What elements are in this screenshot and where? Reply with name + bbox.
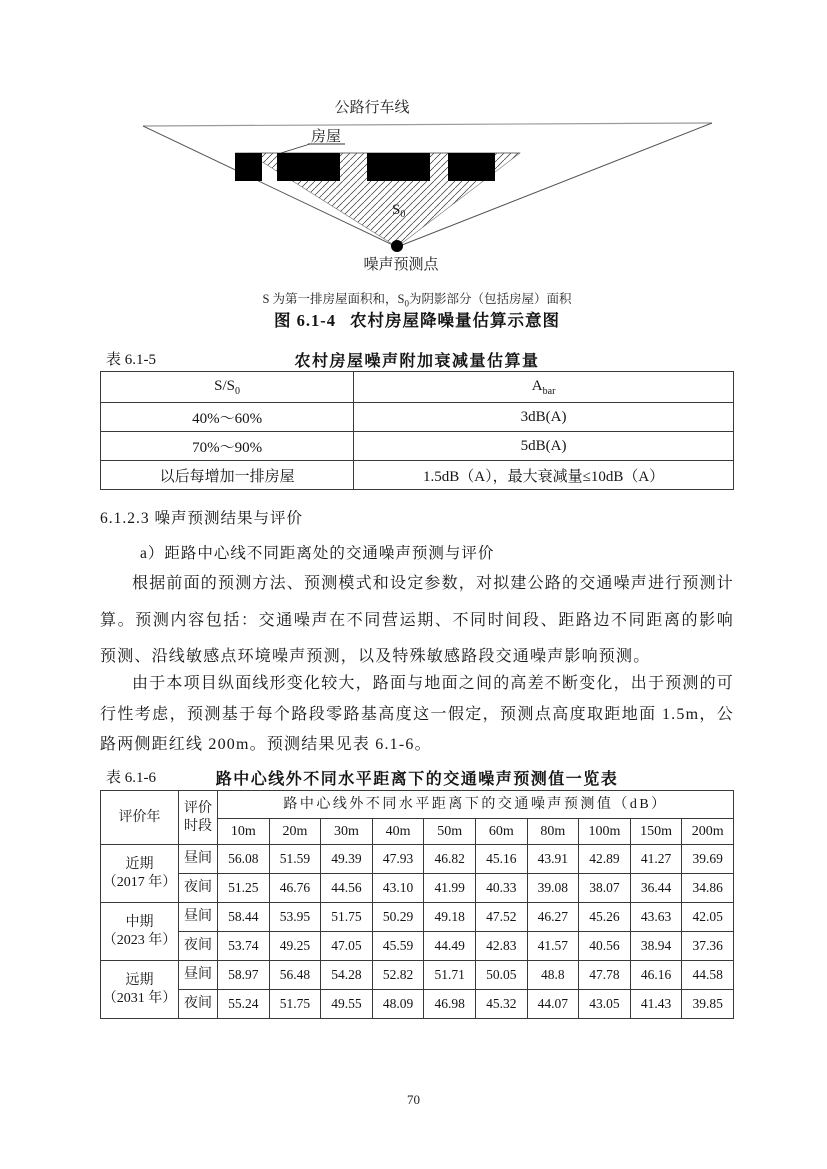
table-row — [101, 403, 734, 432]
value-cell: 51.75 — [269, 990, 321, 1019]
house-label-leader — [281, 144, 310, 153]
distance-header: 150m — [630, 819, 682, 845]
value-cell: 40.56 — [579, 932, 631, 961]
value-cell: 46.16 — [630, 961, 682, 990]
figure-caption-label: 图 6.1-4 — [274, 311, 336, 330]
ratio-cell: 70%～90% — [101, 432, 354, 461]
figure-caption-title: 农村房屋降噪量估算示意图 — [350, 311, 560, 330]
figure-note-text: S 为第一排房屋面积和，S — [262, 292, 405, 306]
value-cell: 39.85 — [682, 990, 734, 1019]
period-cell: 昼间 — [179, 845, 218, 874]
value-cell: 47.05 — [321, 932, 373, 961]
table-header-row — [101, 372, 734, 403]
value-cell: 42.89 — [579, 845, 631, 874]
distance-header: 20m — [269, 819, 321, 845]
value-cell: 42.83 — [475, 932, 527, 961]
value-cell: 41.43 — [630, 990, 682, 1019]
header-attenuation — [354, 372, 734, 403]
value-cell: 58.97 — [218, 961, 270, 990]
distance-header: 10m — [218, 819, 270, 845]
house-block — [235, 153, 262, 181]
year-paren-text: （2031 年） — [102, 990, 177, 1006]
house-label: 房屋 — [310, 129, 342, 145]
value-cell: 34.86 — [682, 874, 734, 903]
table-row — [101, 432, 734, 461]
value-cell: 43.91 — [527, 845, 579, 874]
value-cell: 53.95 — [269, 903, 321, 932]
s0-main: S — [392, 202, 401, 218]
distance-span-header: 路中心线外不同水平距离下的交通噪声预测值（dB） — [218, 791, 734, 819]
table-header-row — [101, 791, 734, 819]
year-column-header: 评价年 — [101, 791, 179, 845]
distance-header: 100m — [579, 819, 631, 845]
header-ratio-text: S/S — [214, 377, 236, 394]
value-cell: 49.39 — [321, 845, 373, 874]
attenuation-cell: 1.5dB（A），最大衰减量≤10dB（A） — [354, 461, 734, 490]
section-heading: 6.1.2.3 噪声预测结果与评价 — [100, 510, 304, 527]
period-column-header — [179, 791, 218, 845]
figure-caption — [100, 307, 734, 331]
ratio-cell: 以后每增加一排房屋 — [101, 461, 354, 490]
table-616-title-row — [100, 766, 734, 786]
distance-header: 30m — [321, 819, 373, 845]
paragraph-1: 根据前面的预测方法、预测模式和设定参数，对拟建公路的交通噪声进行预测计算。预测内容包括：交通噪声在不同营运期、不同时间段、距路边不同距离的影响预测、沿线敏感点环境噪声预测，以及特殊敏感路段交通噪声影响预测。 — [100, 575, 735, 665]
value-cell: 49.18 — [424, 903, 476, 932]
distance-header: 40m — [372, 819, 424, 845]
prediction-point-dot — [391, 240, 403, 252]
table-616 — [100, 790, 734, 1019]
table-616-title: 路中心线外不同水平距离下的交通噪声预测值一览表 — [215, 771, 619, 788]
value-cell: 46.82 — [424, 845, 476, 874]
value-cell: 51.59 — [269, 845, 321, 874]
value-cell: 43.63 — [630, 903, 682, 932]
house-block — [277, 153, 340, 181]
table-row — [101, 990, 734, 1019]
distance-header: 200m — [682, 819, 734, 845]
paragraph-2: 由于本项目纵面线形变化较大，路面与地面之间的高差不断变化，出于预测的可行性考虑，预测基于每个路段零路基高度这一假定，预测点高度取距地面 1.5m，公路两侧距红线 200m。预测结果见表 6.1-6。 — [100, 675, 735, 753]
value-cell: 40.33 — [475, 874, 527, 903]
value-cell: 49.25 — [269, 932, 321, 961]
value-cell: 45.59 — [372, 932, 424, 961]
value-cell: 51.75 — [321, 903, 373, 932]
period-cell: 夜间 — [179, 874, 218, 903]
value-cell: 53.74 — [218, 932, 270, 961]
distance-header: 60m — [475, 819, 527, 845]
value-cell: 47.78 — [579, 961, 631, 990]
value-cell: 50.05 — [475, 961, 527, 990]
table-615-title-row — [100, 348, 734, 368]
value-cell: 49.55 — [321, 990, 373, 1019]
page-number: 70 — [407, 1092, 420, 1107]
table-row — [101, 932, 734, 961]
header-attenuation-sub: bar — [542, 385, 556, 397]
value-cell: 44.49 — [424, 932, 476, 961]
value-cell: 39.69 — [682, 845, 734, 874]
year-cell — [101, 961, 179, 1019]
value-cell: 55.24 — [218, 990, 270, 1019]
value-cell: 56.48 — [269, 961, 321, 990]
period-cell: 夜间 — [179, 990, 218, 1019]
value-cell: 47.52 — [475, 903, 527, 932]
value-cell: 44.07 — [527, 990, 579, 1019]
value-cell: 45.26 — [579, 903, 631, 932]
value-cell: 46.98 — [424, 990, 476, 1019]
year-paren-text: （2023 年） — [102, 932, 177, 948]
attenuation-cell: 5dB(A) — [354, 432, 734, 461]
s0-sub: 0 — [400, 209, 406, 220]
value-cell: 41.57 — [527, 932, 579, 961]
value-cell: 48.8 — [527, 961, 579, 990]
value-cell: 41.27 — [630, 845, 682, 874]
year-text: 近期 — [125, 857, 154, 872]
value-cell: 43.05 — [579, 990, 631, 1019]
value-cell: 47.93 — [372, 845, 424, 874]
header-attenuation-text: A — [531, 377, 543, 394]
value-cell: 38.07 — [579, 874, 631, 903]
value-cell: 42.05 — [682, 903, 734, 932]
value-cell: 56.08 — [218, 845, 270, 874]
value-cell: 41.99 — [424, 874, 476, 903]
road-line — [143, 123, 712, 126]
figure-note — [100, 289, 734, 309]
house-block — [367, 153, 430, 181]
table-615-label: 表 6.1-5 — [106, 352, 156, 368]
period-header-line: 评价 — [184, 801, 212, 816]
value-cell: 43.10 — [372, 874, 424, 903]
table-row — [101, 874, 734, 903]
period-cell: 昼间 — [179, 961, 218, 990]
table-row — [101, 961, 734, 990]
value-cell: 52.82 — [372, 961, 424, 990]
table-row — [101, 845, 734, 874]
value-cell: 39.08 — [527, 874, 579, 903]
table-615-title: 农村房屋噪声附加衰减量估算量 — [294, 353, 540, 370]
value-cell: 46.27 — [527, 903, 579, 932]
header-ratio — [101, 372, 354, 403]
prediction-point-label: 噪声预测点 — [363, 257, 439, 273]
distance-header: 80m — [527, 819, 579, 845]
header-ratio-sub: 0 — [235, 385, 241, 397]
value-cell: 50.29 — [372, 903, 424, 932]
attenuation-cell: 3dB(A) — [354, 403, 734, 432]
table-row — [101, 461, 734, 490]
value-cell: 38.94 — [630, 932, 682, 961]
value-cell: 45.32 — [475, 990, 527, 1019]
value-cell: 37.36 — [682, 932, 734, 961]
distance-header: 50m — [424, 819, 476, 845]
year-cell — [101, 845, 179, 903]
road-line-label: 公路行车线 — [334, 100, 410, 116]
figure-note-sub: 0 — [404, 298, 409, 309]
table-615 — [100, 371, 734, 490]
value-cell: 44.56 — [321, 874, 373, 903]
year-text: 中期 — [125, 915, 154, 930]
value-cell: 51.25 — [218, 874, 270, 903]
value-cell: 51.71 — [424, 961, 476, 990]
year-text: 远期 — [125, 973, 154, 988]
value-cell: 48.09 — [372, 990, 424, 1019]
value-cell: 45.16 — [475, 845, 527, 874]
value-cell: 46.76 — [269, 874, 321, 903]
year-cell — [101, 903, 179, 961]
table-row — [101, 903, 734, 932]
period-cell: 昼间 — [179, 903, 218, 932]
ratio-cell: 40%～60% — [101, 403, 354, 432]
house-block — [448, 153, 495, 181]
value-cell: 58.44 — [218, 903, 270, 932]
year-paren-text: （2017 年） — [102, 874, 177, 890]
period-cell: 夜间 — [179, 932, 218, 961]
value-cell: 36.44 — [630, 874, 682, 903]
table-616-label: 表 6.1-6 — [106, 770, 156, 786]
section-subheading: a）距路中心线不同距离处的交通噪声预测与评价 — [140, 545, 495, 562]
value-cell: 44.58 — [682, 961, 734, 990]
figure-diagram — [0, 90, 827, 285]
figure-note-text: 为阴影部分（包括房屋）面积 — [409, 292, 572, 306]
value-cell: 54.28 — [321, 961, 373, 990]
period-header-line: 时段 — [184, 818, 212, 834]
